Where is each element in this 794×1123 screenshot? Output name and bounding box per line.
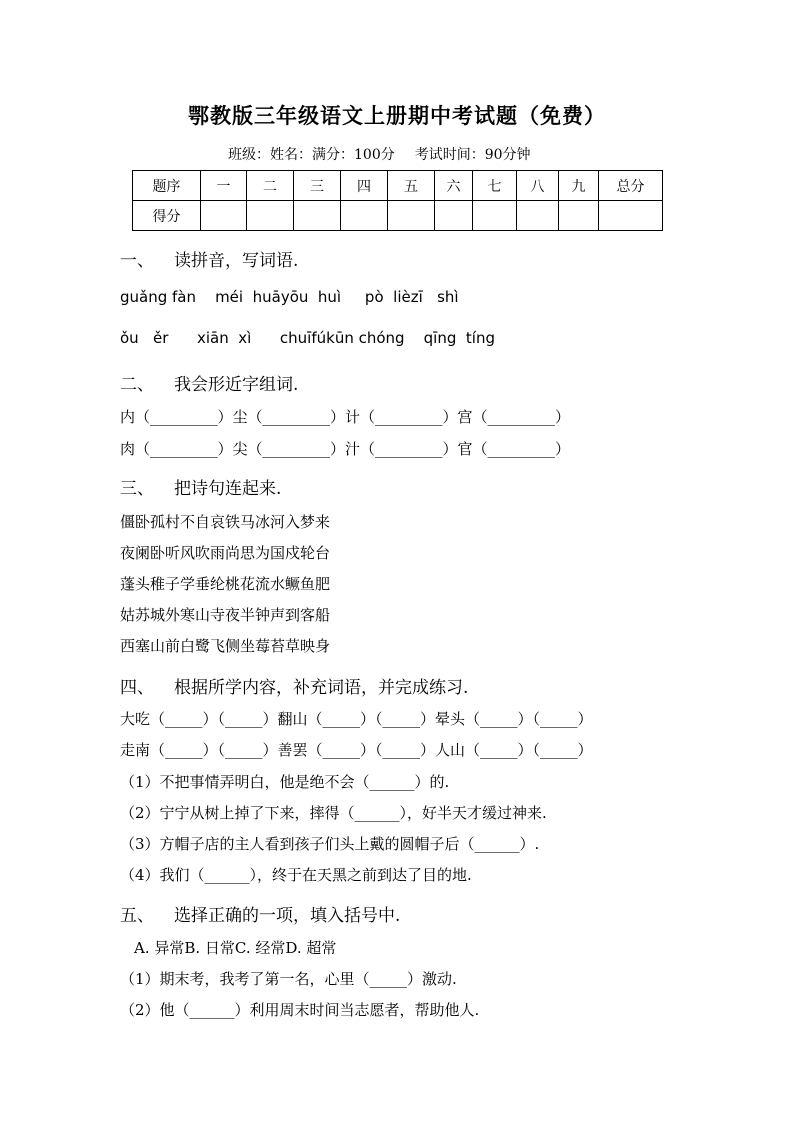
section-5-heading [120,901,400,926]
table-header-cell: 八 [517,171,559,201]
pinyin-line-1: guǎng fàn méi huāyōu huì pò lièzī shì [120,288,459,306]
table-header-cell: 六 [435,171,473,201]
poem-line: 蓬头稚子学垂纶桃花流水鳜鱼肥 [120,575,331,593]
section-number: 一、 [120,251,154,271]
answer-options: A. 异常B. 日常C. 经常D. 超常 [134,939,337,957]
section-title: 我会形近字组词. [174,375,299,395]
poem-line: 夜阑卧听风吹雨尚思为国戍轮台 [120,544,331,562]
score-cell[interactable] [388,201,435,231]
table-header-cell: 四 [341,171,388,201]
section-title: 选择正确的一项，填入括号中. [174,906,401,926]
idiom-row-1: 大吃（_____）（_____）翻山（_____）（_____）晕头（_____）（_____） [120,710,593,728]
score-cell[interactable] [294,201,341,231]
question-item: （1）期末考，我考了第一名，心里（_____）激动. [120,970,457,988]
idiom-row-2: 走南（_____）（_____）善罢（_____）（_____）人山（_____）（_____） [120,741,593,759]
section-2-heading [120,370,298,395]
table-header-cell: 五 [388,171,435,201]
table-header-cell: 七 [473,171,517,201]
exam-info [228,144,531,164]
section-number: 五、 [120,906,154,926]
question-item: （4）我们（______），终于在天黑之前到达了目的地. [120,866,472,884]
score-cell[interactable] [473,201,517,231]
section-number: 四、 [120,678,154,698]
table-header-cell: 总分 [599,171,663,201]
question-item: （2）他（______）利用周末时间当志愿者，帮助他人. [120,1001,480,1019]
class-name-score-info: 班级：姓名：满分：100分 [228,147,395,163]
poem-line: 姑苏城外寒山寺夜半钟声到客船 [120,606,331,624]
score-cell[interactable] [517,201,559,231]
table-header-cell: 题序 [133,171,201,201]
section-title: 根据所学内容，补充词语，并完成练习. [174,678,469,698]
question-item: （3）方帽子店的主人看到孩子们头上戴的圆帽子后（______）. [120,835,540,853]
word-group-line-1: 内（_________）尘（_________）计（_________）宫（_________） [120,408,571,426]
table-header-cell: 三 [294,171,341,201]
question-item: （2）宁宁从树上掉了下来，摔得（______），好半天才缓过神来. [120,804,547,822]
score-table-header-row [133,171,663,201]
score-table-score-row [133,201,663,231]
section-number: 二、 [120,375,154,395]
score-cell[interactable] [247,201,294,231]
exam-time-info: 考试时间：90分钟 [414,147,531,163]
score-cell[interactable] [341,201,388,231]
section-3-heading [120,474,281,499]
word-group-line-2: 肉（_________）尖（_________）汁（_________）官（_________） [120,440,571,458]
score-cell[interactable] [201,201,247,231]
page-title: 鄂教版三年级语文上册期中考试题（免费） [188,103,606,128]
score-cell[interactable] [599,201,663,231]
poem-line: 僵卧孤村不自哀铁马冰河入梦来 [120,513,331,531]
section-title: 把诗句连起来. [174,479,282,499]
score-cell[interactable] [559,201,599,231]
score-row-label: 得分 [133,201,201,231]
section-title: 读拼音，写词语. [174,251,299,271]
table-header-cell: 一 [201,171,247,201]
section-1-heading [120,246,298,271]
section-4-heading [120,673,468,698]
poem-line: 西塞山前白鹭飞侧坐莓苔草映身 [120,637,331,655]
table-header-cell: 九 [559,171,599,201]
table-header-cell: 二 [247,171,294,201]
question-item: （1）不把事情弄明白，他是绝不会（______）的. [120,773,450,791]
score-cell[interactable] [435,201,473,231]
score-table [132,170,663,231]
section-number: 三、 [120,479,154,499]
pinyin-line-2: ǒu ěr xiān xì chuīfúkūn chóng qīng tíng [120,329,495,347]
